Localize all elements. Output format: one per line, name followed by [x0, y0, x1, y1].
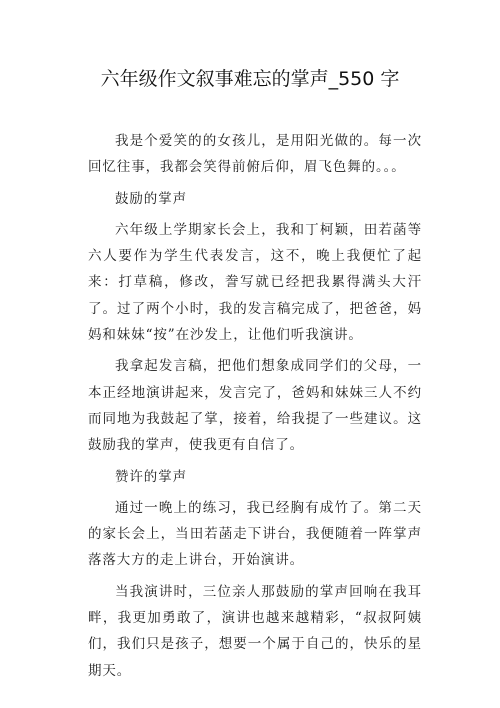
document-title: 六年级作文叙事难忘的掌声_550 字 [100, 68, 400, 90]
paragraph-intro: 我是个爱笑的的女孩儿，是用阳光做的。每一次回忆往事，我都会笑得前俯后仰，眉飞色舞的。。。 [88, 133, 422, 176]
paragraph-parents-meeting: 六年级上学期家长会上，我和丁柯颖，田若菡等六人要作为学生代表发言，这不，晚上我便忙了起来：打草稿，修改，誊写就已经把我累得满头大汗了。过了两个小时，我的发言稿完成了，把爸爸，妈妈和妹妹“按”在沙发上，让他们听我演讲。 [88, 221, 422, 344]
document-body [88, 128, 422, 689]
paragraph-next-day: 通过一晚上的练习，我已经胸有成竹了。第二天的家长会上，当田若菡走下讲台，我便随着一阵掌声落落大方的走上讲台，开始演讲。 [88, 499, 422, 569]
paragraph-practice-speech: 我拿起发言稿，把他们想象成同学们的父母，一本正经地演讲起来，发言完了，爸妈和妹妹三人不约而同地为我鼓起了掌，接着，给我提了一些建议。这鼓励我的掌声，使我更有自信了。 [88, 358, 422, 454]
section-heading-encouraging-applause: 鼓励的掌声 [115, 190, 187, 207]
paragraph-during-speech: 当我演讲时，三位亲人那鼓励的掌声回响在我耳畔，我更加勇敢了，演讲也越来越精彩，“叔叔阿姨们，我们只是孩子，想要一个属于自己的，快乐的星期天。 [88, 583, 422, 679]
section-heading-approving-applause: 赞许的掌声 [115, 468, 187, 485]
